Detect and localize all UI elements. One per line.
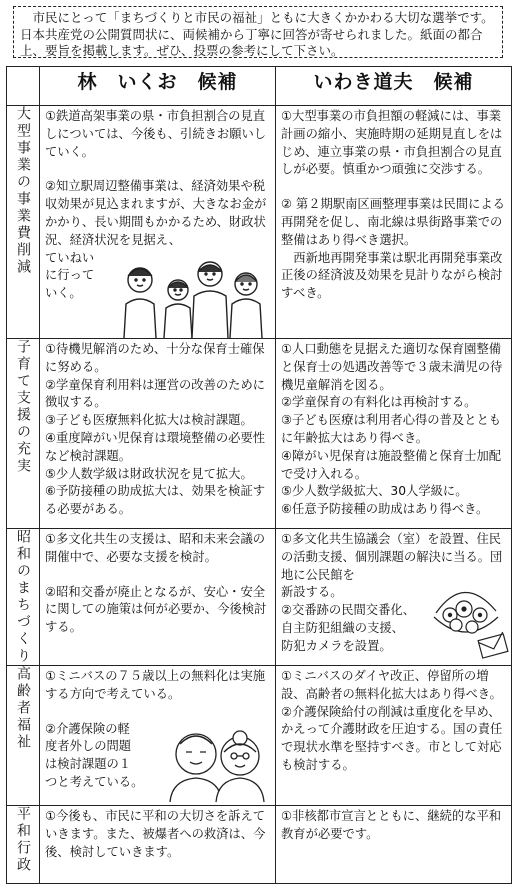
answer-line: ⑤少人数学級は財政状況を見て拡大。 bbox=[45, 466, 253, 481]
family-illustration bbox=[118, 252, 268, 338]
answer-line: ていねい bbox=[45, 250, 95, 265]
answer-line: ②昭和交番が廃止となるが、安心・安全に関しての施策は何が必要か、今後検討する。 bbox=[45, 584, 267, 635]
answer-line: ①多文化共生の支援は、昭和未来会議の開催中で、必要な支援を検討。 bbox=[45, 532, 266, 564]
table-row bbox=[7, 529, 512, 666]
answer-line: つと考えている。 bbox=[45, 774, 144, 789]
answer-line: ② 第２期駅南区画整理事業は民間による再開発を促し、南北線は県街路事業での整備はあり得べき選択。 bbox=[281, 197, 505, 247]
answer-line: に行って bbox=[45, 268, 95, 283]
category-cell bbox=[7, 806, 40, 884]
category-label: 高齢者福祉 bbox=[15, 666, 31, 751]
hayashi-answer-cell bbox=[40, 106, 276, 339]
category-label: 大型事業の事業費削減 bbox=[15, 106, 31, 276]
candidate-hayashi-header: 林 いくお 候補 bbox=[40, 67, 276, 106]
intro-text: 市民にとって「まちづくりと市民の福祉」ともに大きくかかわる大切な選挙です。日本共産党の公開質問状に、両候補から丁寧に回答が寄せられました。紙面の都合上、要旨を掲載します。ぜひ、投票の参考にして下さい。 bbox=[20, 10, 494, 58]
header-corner bbox=[7, 67, 40, 106]
answer-line: ①人口動態を見据えた適切な保育園整備と保育士の処遇改善等で３歳未満児の待機児童解消を図る。 bbox=[281, 342, 503, 392]
answer-line: は検討課題の１ bbox=[45, 757, 132, 772]
category-cell bbox=[7, 106, 40, 339]
hayashi-answer-cell bbox=[40, 666, 276, 806]
category-label: 昭和のまちづくり bbox=[15, 529, 31, 665]
answer-line: ⑥任意予防接種の助成はあり得べき。 bbox=[281, 502, 489, 517]
answer-line: ②交番跡の民間交番化、 bbox=[281, 603, 415, 618]
answer-line: ②介護保険の軽 bbox=[45, 721, 130, 736]
category-cell bbox=[7, 666, 40, 806]
table-row bbox=[7, 666, 512, 806]
answer-line: ③子ども医療無料化拡大は検討課題。 bbox=[45, 413, 253, 428]
iwaki-answer-cell bbox=[276, 806, 512, 884]
hayashi-answer-cell bbox=[40, 339, 276, 529]
answer-line: ①待機児解消のため、十分な保育士確保に努める。 bbox=[45, 342, 265, 374]
table-row bbox=[7, 106, 512, 339]
answer-line: 自主防犯組織の支援、 bbox=[281, 620, 404, 635]
answer-line: ②学童保育利用料は運営の改善のために徴収する。 bbox=[45, 377, 266, 410]
answer-line: ①ミニバスの７５歳以上の無料化は実施する方向で考えている。 bbox=[45, 669, 266, 701]
answer-line: 西新地再開発事業は駅北再開発事業改正後の経済波及効果を見計りながら検討すべき。 bbox=[281, 250, 503, 301]
iwaki-answer-cell bbox=[276, 529, 512, 666]
category-cell bbox=[7, 529, 40, 666]
table-row bbox=[7, 806, 512, 884]
intro-box bbox=[13, 6, 503, 58]
answer-line: 防犯カメラを設置。 bbox=[281, 638, 392, 653]
answer-line: ②介護保険給付の削減は重度化を早め、かえって介護財政を圧迫する。国の責任で現状水準を堅持すべき。市として対応も検討する。 bbox=[281, 704, 503, 772]
answer-line: ①大型事業の市負担額の軽減には、事業計画の縮小、実施時期の延期見直しをはじめ、連立事業の県・市負担割合の見直しが必要。慎重かつ頑強に交渉する。 bbox=[281, 109, 503, 177]
header-row bbox=[7, 67, 512, 106]
answer-line: ①非核都市宣言とともに、継続的な平和教育が必要です。 bbox=[281, 809, 502, 841]
category-cell bbox=[7, 339, 40, 529]
answer-line: ①ミニバスのダイヤ改正、停留所の増設、高齢者の無料化拡大はあり得べき。 bbox=[281, 669, 502, 701]
answer-line: ①多文化共生協議会（室）を設置、住民の活動支援、個別課題の解決に当る。団地に公民館を bbox=[281, 532, 503, 582]
answer-line: ①鉄道高架事業の県・市負担割合の見直しについては、今後も、引続きお願いしていく。 bbox=[45, 109, 267, 159]
iwaki-answer-cell bbox=[276, 666, 512, 806]
answer-line: ④障がい児保育は施設整備と保育士加配で受け入れる。 bbox=[281, 448, 502, 481]
answer-line: ②学童保育の有料化は再検討する。 bbox=[281, 395, 477, 410]
answer-line: ④重度障がい児保育は環境整備の必要性など検討課題。 bbox=[45, 430, 266, 463]
hayashi-answer-cell bbox=[40, 806, 276, 884]
answer-line: ③子ども医療は利用者心得の普及とともに年齢拡大はあり得べき。 bbox=[281, 413, 502, 445]
answer-line: 度者外しの問題 bbox=[45, 739, 132, 754]
answer-line: ⑥予防接種の助成拡大は、効果を検証する必要がある。 bbox=[45, 484, 266, 517]
answer-line: ⑤少人数学級拡大、30人学級に。 bbox=[281, 484, 468, 499]
elderly-couple-illustration bbox=[164, 716, 272, 802]
table-row bbox=[7, 339, 512, 529]
comparison-table bbox=[6, 66, 512, 884]
category-label: 平和行政 bbox=[15, 806, 31, 874]
answer-line: ①今後も、市民に平和の大切さを訴えていきます。また、被爆者への救済は、今後、検討していきます。 bbox=[45, 809, 266, 859]
answer-line: ②知立駅周辺整備事業は、経済効果や税収効果が見込まれますが、大きなお金がかかり、長い期間もかかるため、財政状況、経済状況を見据え、 bbox=[45, 179, 267, 247]
iwaki-answer-cell bbox=[276, 106, 512, 339]
answer-line: 新設する。 bbox=[281, 585, 343, 600]
candidate-iwaki-header: いわき道夫 候補 bbox=[276, 67, 512, 106]
category-label: 子育て支援の充実 bbox=[15, 339, 31, 475]
flower-basket-illustration bbox=[426, 577, 512, 661]
answer-line: いく。 bbox=[45, 286, 82, 301]
iwaki-answer-cell bbox=[276, 339, 512, 529]
hayashi-answer-cell bbox=[40, 529, 276, 666]
